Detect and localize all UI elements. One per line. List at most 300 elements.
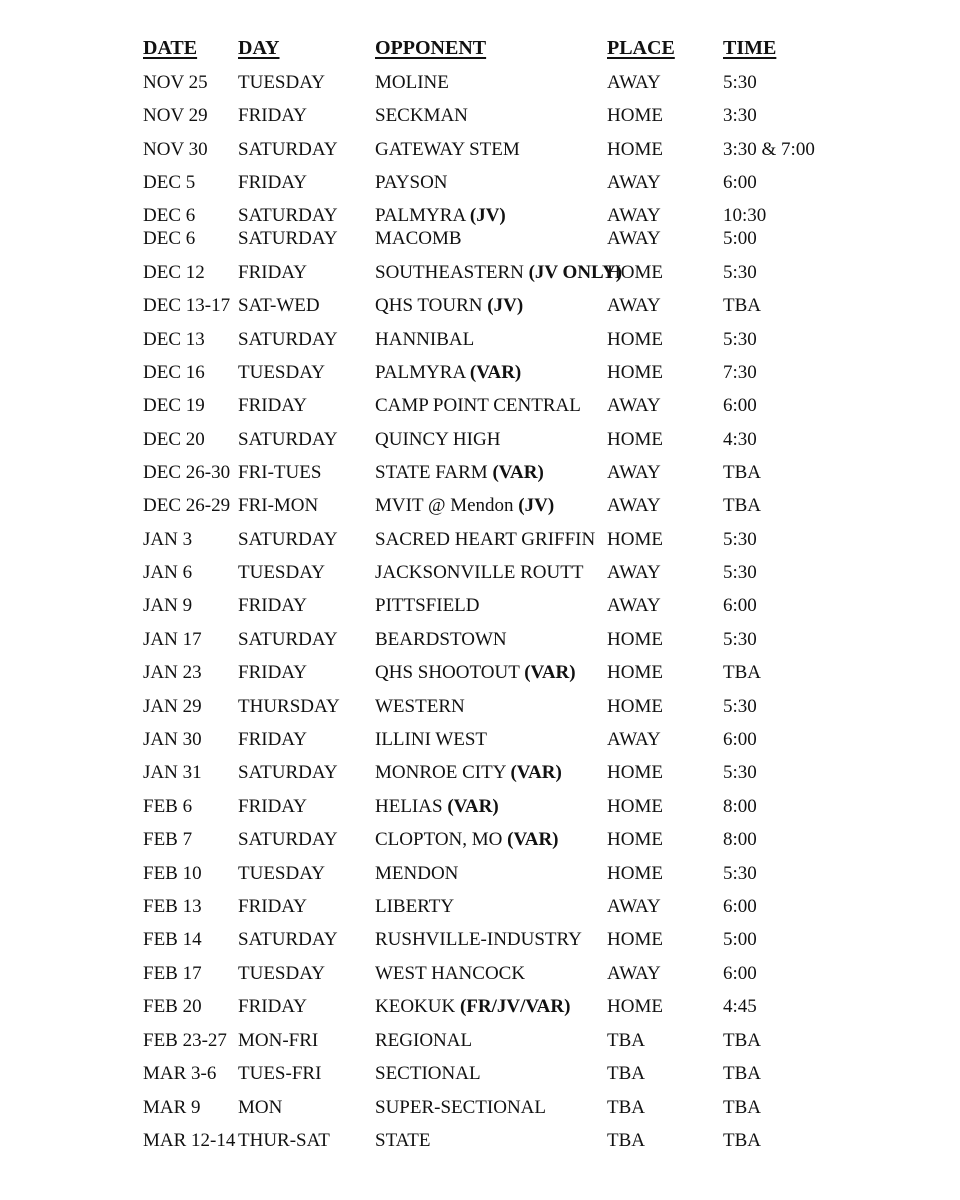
row-date [143,226,195,252]
row-opponent-text: WESTERN [375,696,465,717]
schedule-row [0,961,960,987]
row-place-text: AWAY [607,295,661,316]
schedule-row [0,560,960,586]
row-time [723,260,757,286]
row-time-text: 5:30 [723,562,757,583]
row-opponent [375,137,520,163]
row-day [238,927,338,953]
row-opponent [375,226,462,252]
row-time [723,137,815,163]
row-place-text: HOME [607,362,663,383]
row-opponent-text: JACKSONVILLE ROUTT [375,562,584,583]
row-time-text: 10:30 [723,205,767,226]
row-place-text: AWAY [607,395,661,416]
row-place-text: AWAY [607,228,661,249]
row-opponent [375,493,554,519]
row-day-text: FRIDAY [238,796,307,817]
row-day-text: SATURDAY [238,228,338,249]
row-day [238,103,307,129]
row-time [723,460,761,486]
row-place [607,293,661,319]
header-place: PLACE [607,37,675,59]
row-time [723,760,757,786]
row-time-text: 6:00 [723,963,757,984]
row-day-text: SATURDAY [238,829,338,850]
row-day-text: TUESDAY [238,362,325,383]
row-time [723,593,757,619]
row-time-text: 5:30 [723,863,757,884]
row-place [607,460,661,486]
row-date-text: MAR 12-14 [143,1130,236,1151]
row-opponent-text: PALMYRA [375,205,466,226]
row-place [607,1061,645,1087]
row-time [723,827,757,853]
row-opponent-note: (VAR) [524,662,576,683]
schedule-row [0,226,960,252]
row-opponent-text: PALMYRA [375,362,466,383]
row-day-text: SATURDAY [238,205,338,226]
schedule-row [0,527,960,553]
row-day-text: FRIDAY [238,729,307,750]
row-date-text: MAR 9 [143,1097,201,1118]
row-time [723,1095,761,1121]
row-date-text: FEB 20 [143,996,202,1017]
row-time [723,427,757,453]
row-day-text: SATURDAY [238,329,338,350]
row-place [607,927,663,953]
row-date [143,1028,227,1054]
row-day [238,1028,318,1054]
row-opponent [375,393,581,419]
row-time [723,493,761,519]
row-day-text: SATURDAY [238,429,338,450]
row-place [607,260,663,286]
schedule-row [0,327,960,353]
row-opponent-text: QHS TOURN [375,295,483,316]
row-opponent-text: SACRED HEART GRIFFIN [375,529,596,550]
row-time-text: TBA [723,295,761,316]
row-date [143,360,205,386]
row-opponent-text: SUPER-SECTIONAL [375,1097,547,1118]
row-opponent-text: QHS SHOOTOUT [375,662,520,683]
row-place [607,827,663,853]
row-opponent-text: CLOPTON, MO [375,829,503,850]
row-opponent-text: REGIONAL [375,1030,473,1051]
row-opponent-text: WEST HANCOCK [375,963,526,984]
row-time [723,360,757,386]
row-date-text: NOV 29 [143,105,208,126]
header-day: DAY [238,37,280,59]
row-date [143,794,192,820]
row-day [238,226,338,252]
schedule-row [0,760,960,786]
row-opponent-text: CAMP POINT CENTRAL [375,395,581,416]
schedule-row [0,393,960,419]
row-time-text: 6:00 [723,729,757,750]
row-place-text: HOME [607,829,663,850]
row-place [607,1095,645,1121]
row-place [607,760,663,786]
schedule-row [0,694,960,720]
row-day [238,861,325,887]
row-opponent-note: (VAR) [469,362,522,383]
row-date [143,260,205,286]
row-place [607,226,661,252]
row-day-text: FRIDAY [238,105,307,126]
row-day-text: FRIDAY [238,896,307,917]
row-place [607,727,661,753]
row-time-text: TBA [723,662,761,683]
row-time-text: 5:30 [723,329,757,350]
row-time-text: 5:30 [723,762,757,783]
row-time-text: 4:45 [723,996,757,1017]
row-date-text: JAN 31 [143,762,202,783]
row-day [238,527,338,553]
row-day [238,170,307,196]
row-opponent-text: MVIT @ Mendon [375,495,514,516]
row-day-text: TUESDAY [238,863,325,884]
row-place [607,694,663,720]
row-date [143,170,195,196]
row-time [723,226,757,252]
header-opponent: OPPONENT [375,37,487,59]
row-date-text: JAN 3 [143,529,193,550]
row-date-text: FEB 13 [143,896,202,917]
row-day [238,1128,330,1154]
row-place [607,660,663,686]
row-place [607,794,663,820]
row-opponent-note: (VAR) [447,796,499,817]
row-day [238,493,318,519]
row-opponent-text: SECKMAN [375,105,468,126]
row-opponent [375,527,595,553]
row-day [238,660,307,686]
row-opponent-note: (JV ONLY) [528,262,623,283]
schedule-row [0,427,960,453]
row-place [607,327,663,353]
row-opponent [375,961,525,987]
row-place-text: HOME [607,139,663,160]
row-place [607,994,663,1020]
row-opponent [375,427,500,453]
row-time [723,727,757,753]
row-date-text: NOV 30 [143,139,208,160]
row-opponent-text: MOLINE [375,72,449,93]
row-opponent-text: PITTSFIELD [375,595,480,616]
row-date [143,293,230,319]
row-opponent-note: (VAR) [492,462,544,483]
row-date-text: FEB 10 [143,863,202,884]
row-place [607,103,663,129]
row-date-text: JAN 29 [143,696,202,717]
row-date [143,827,192,853]
row-date [143,627,202,653]
schedule-row [0,593,960,619]
row-time [723,694,757,720]
schedule-row [0,137,960,163]
row-day-text: SATURDAY [238,139,338,160]
row-day-text: FRIDAY [238,172,307,193]
row-time-text: TBA [723,462,761,483]
row-date [143,961,202,987]
schedule-row [0,727,960,753]
row-day-text: SATURDAY [238,762,338,783]
row-day-text: MON [238,1097,283,1118]
row-opponent [375,293,523,319]
row-time-text: TBA [723,495,761,516]
row-time-text: 3:30 & 7:00 [723,139,815,160]
row-time-text: 7:30 [723,362,757,383]
row-opponent [375,1095,546,1121]
row-opponent-text: LIBERTY [375,896,455,917]
row-place [607,961,661,987]
row-day [238,137,338,163]
row-date [143,1095,201,1121]
row-date-text: FEB 14 [143,929,202,950]
row-day-text: THUR-SAT [238,1130,330,1151]
row-place-text: TBA [607,1030,645,1051]
row-date [143,660,202,686]
row-opponent-text: MACOMB [375,228,462,249]
row-place-text: AWAY [607,562,661,583]
row-time [723,994,757,1020]
row-date-text: DEC 26-30 [143,462,231,483]
row-opponent-text: ILLINI WEST [375,729,488,750]
row-opponent-text: GATEWAY STEM [375,139,520,160]
row-opponent [375,593,480,619]
row-time-text: 5:30 [723,262,757,283]
row-opponent [375,827,559,853]
row-date [143,560,192,586]
row-time [723,560,757,586]
row-time-text: TBA [723,1130,761,1151]
schedule-row [0,994,960,1020]
schedule-row [0,894,960,920]
row-opponent [375,927,582,953]
schedule-row [0,460,960,486]
schedule-row [0,660,960,686]
schedule-row [0,927,960,953]
row-place [607,1028,645,1054]
row-date-text: JAN 30 [143,729,202,750]
row-day-text: FRIDAY [238,262,307,283]
row-day [238,627,338,653]
row-day-text: SATURDAY [238,929,338,950]
row-time-text: 4:30 [723,429,757,450]
header-time: TIME [723,37,777,59]
row-date [143,527,192,553]
row-time-text: 8:00 [723,796,757,817]
row-time-text: 6:00 [723,395,757,416]
row-day-text: SATURDAY [238,629,338,650]
row-day [238,961,325,987]
row-time [723,861,757,887]
row-opponent-text: MENDON [375,863,459,884]
row-time [723,1061,761,1087]
row-place [607,560,661,586]
row-opponent [375,994,570,1020]
row-date-text: FEB 7 [143,829,193,850]
row-date [143,593,192,619]
row-time-text: 6:00 [723,896,757,917]
row-time-text: TBA [723,1063,761,1084]
row-time [723,660,761,686]
row-day [238,360,325,386]
row-day-text: TUESDAY [238,562,325,583]
row-day [238,260,307,286]
row-day [238,794,307,820]
row-opponent-text: RUSHVILLE-INDUSTRY [375,929,582,950]
row-time-text: 3:30 [723,105,757,126]
row-place-text: HOME [607,662,663,683]
row-opponent [375,560,583,586]
row-date-text: FEB 17 [143,963,202,984]
row-time-text: 5:30 [723,629,757,650]
row-opponent [375,260,622,286]
row-day [238,460,321,486]
schedule-row [0,794,960,820]
row-time [723,393,757,419]
row-date-text: NOV 25 [143,72,208,93]
row-time-text: 6:00 [723,172,757,193]
row-day [238,427,338,453]
row-opponent [375,627,507,653]
row-time-text: TBA [723,1097,761,1118]
schedule-row [0,260,960,286]
row-time [723,961,757,987]
row-opponent-note: (FR/JV/VAR) [459,996,571,1017]
row-place-text: HOME [607,696,663,717]
row-opponent [375,794,499,820]
row-opponent [375,70,449,96]
row-day [238,894,307,920]
row-day-text: FRIDAY [238,662,307,683]
row-place [607,70,661,96]
schedule-row [0,627,960,653]
row-place-text: HOME [607,796,663,817]
schedule-row [0,827,960,853]
row-time [723,794,757,820]
row-day-text: SATURDAY [238,529,338,550]
row-day-text: FRIDAY [238,595,307,616]
row-place-text: AWAY [607,72,661,93]
row-date [143,137,208,163]
row-place-text: HOME [607,629,663,650]
schedule-header-row [0,35,960,61]
row-place-text: HOME [607,996,663,1017]
row-opponent [375,694,465,720]
row-time [723,70,757,96]
row-date [143,994,202,1020]
row-day-text: FRIDAY [238,395,307,416]
row-time-text: 5:30 [723,529,757,550]
row-place-text: AWAY [607,462,661,483]
row-place-text: HOME [607,863,663,884]
row-day [238,1061,321,1087]
row-time [723,1028,761,1054]
row-place-text: HOME [607,105,663,126]
schedule-row [0,493,960,519]
row-day [238,393,307,419]
row-date-text: JAN 9 [143,595,193,616]
row-date [143,1128,235,1154]
row-place [607,427,663,453]
row-place-text: HOME [607,329,663,350]
row-place-text: HOME [607,762,663,783]
row-date-text: MAR 3-6 [143,1063,217,1084]
row-date-text: FEB 23-27 [143,1030,227,1051]
row-place [607,170,661,196]
schedule-row [0,360,960,386]
row-day-text: MON-FRI [238,1030,319,1051]
row-date [143,894,202,920]
row-date [143,927,202,953]
row-time-text: TBA [723,1030,761,1051]
row-opponent-note: (JV) [518,495,555,516]
row-day [238,593,307,619]
row-opponent-text: QUINCY HIGH [375,429,501,450]
row-time-text: 5:00 [723,228,757,249]
row-time-text: 5:30 [723,696,757,717]
row-opponent-text: BEARDSTOWN [375,629,507,650]
row-date [143,1061,216,1087]
schedule-row [0,1128,960,1154]
row-day-text: FRIDAY [238,996,307,1017]
row-date [143,694,202,720]
row-day [238,70,325,96]
row-opponent [375,1061,481,1087]
row-date-text: DEC 20 [143,429,205,450]
row-date [143,493,230,519]
row-day-text: FRI-TUES [238,462,322,483]
row-day [238,994,307,1020]
row-day [238,293,320,319]
row-date-text: JAN 6 [143,562,193,583]
row-time [723,293,761,319]
row-date-text: JAN 17 [143,629,202,650]
row-opponent-text: HANNIBAL [375,329,475,350]
row-day-text: FRI-MON [238,495,319,516]
row-opponent-text: PAYSON [375,172,448,193]
row-time [723,527,757,553]
row-date [143,103,208,129]
row-date [143,727,202,753]
row-time-text: 5:00 [723,929,757,950]
row-time [723,927,757,953]
row-day [238,694,340,720]
row-time [723,1128,761,1154]
row-time [723,103,757,129]
row-opponent-text: KEOKUK [375,996,456,1017]
row-place-text: AWAY [607,172,661,193]
row-place [607,593,661,619]
row-opponent-text: SOUTHEASTERN [375,262,524,283]
row-place-text: TBA [607,1097,645,1118]
row-place [607,360,663,386]
row-place-text: AWAY [607,495,661,516]
row-date-text: DEC 16 [143,362,205,383]
row-opponent [375,170,448,196]
schedule-row [0,293,960,319]
row-date-text: DEC 6 [143,228,196,249]
row-day-text: THURSDAY [238,696,340,717]
row-date [143,70,208,96]
row-date [143,327,205,353]
row-opponent-note: (JV) [487,295,524,316]
row-day [238,760,338,786]
row-date-text: DEC 13 [143,329,205,350]
row-day-text: TUESDAY [238,72,325,93]
